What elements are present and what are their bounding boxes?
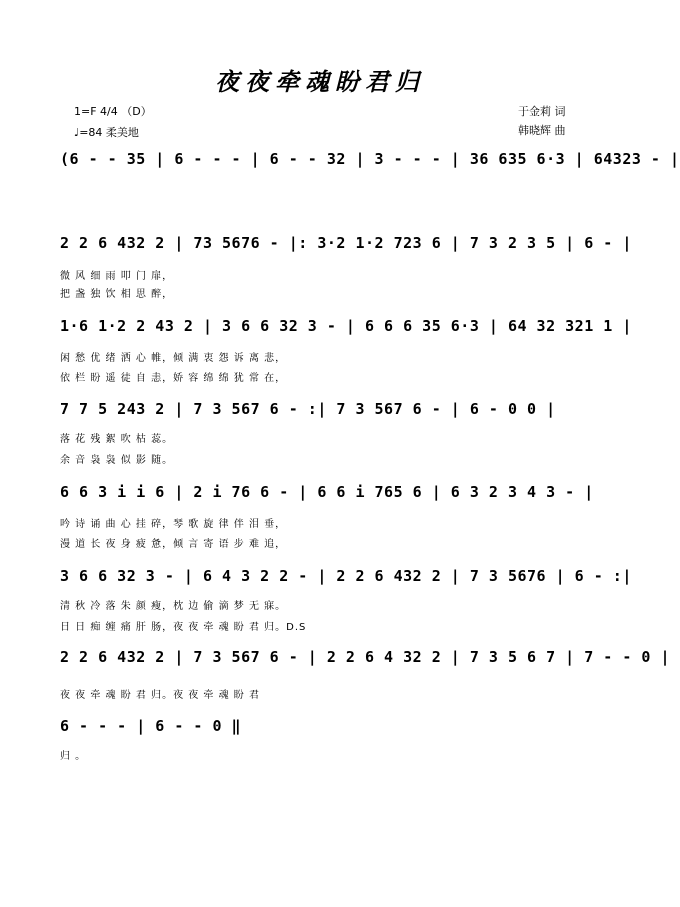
lyric-line-2b: 把 盏 独 饮 相 思 醉， [60, 289, 174, 300]
score-line-8: 6 - - - | 6 - - 0 ‖ [60, 717, 242, 735]
score-line-2: 2 2 6 432 2 | 73 5676 - |: 3·2 1·2 723 6 | 7 3 2 3 5 | 6 - | [60, 234, 632, 252]
composer-credit: 韩晓辉 曲 [518, 124, 566, 137]
score-line-7: 2 2 6 432 2 | 7 3 567 6 - | 2 2 6 4 32 2 | 7 3 5 6 7 | 7 - - 0 | [60, 648, 670, 666]
tempo-marking: ♩=84 柔美地 [74, 126, 139, 139]
lyric-line-6a: 清 秋 冷 落 朱 颜 瘦，枕 边 偷 滴 梦 无 寐。 [60, 601, 287, 612]
score-line-5: 6 6 3 i i 6 | 2 i 76 6 - | 6 6 i 765 6 | 6 3 2 3 4 3 - | [60, 483, 594, 501]
score-line-1: (6 - - 35 | 6 - - - | 6 - - 32 | 3 - - - | 36 635 6·3 | 64323 - | [60, 150, 680, 168]
lyric-line-6b: 日 日 痴 缠 痛 肝 肠，夜 夜 牵 魂 盼 君 归。D.S [60, 622, 307, 633]
lyric-line-5b: 漫 道 长 夜 身 疲 惫，倾 言 寄 语 步 难 追， [60, 539, 287, 550]
lyricist-credit: 于金莉 词 [518, 105, 566, 118]
lyric-line-3b: 依 栏 盼 遥 徒 自 恚，娇 容 绵 绵 犹 常 在， [60, 373, 287, 384]
lyric-line-7a: 夜 夜 牵 魂 盼 君 归。夜 夜 牵 魂 盼 君 [60, 690, 260, 701]
score-line-6: 3 6 6 32 3 - | 6 4 3 2 2 - | 2 2 6 432 2 | 7 3 5676 | 6 - :| [60, 567, 632, 585]
lyric-line-4b: 余 音 袅 袅 似 影 随。 [60, 455, 174, 466]
key-signature: 1=F 4/4 （D） [74, 105, 152, 118]
lyric-line-2a: 微 风 细 雨 叩 门 扉， [60, 271, 174, 282]
lyric-line-8a: 归 。 [60, 751, 87, 762]
song-title: 夜夜牵魂盼君归 [215, 67, 425, 96]
lyric-line-4a: 落 花 残 絮 吹 枯 蕊。 [60, 434, 174, 445]
score-line-3: 1·6 1·2 2 43 2 | 3 6 6 32 3 - | 6 6 6 35 6·3 | 64 32 321 1 | [60, 317, 632, 335]
lyric-line-3a: 闲 愁 优 绪 洒 心 帷，倾 满 衷 怨 诉 离 悲， [60, 353, 287, 364]
lyric-line-5a: 吟 诗 诵 曲 心 挂 碎，琴 歌 旋 律 伴 泪 垂， [60, 519, 287, 530]
score-line-4: 7 7 5 243 2 | 7 3 567 6 - :| 7 3 567 6 - | 6 - 0 0 | [60, 400, 556, 418]
